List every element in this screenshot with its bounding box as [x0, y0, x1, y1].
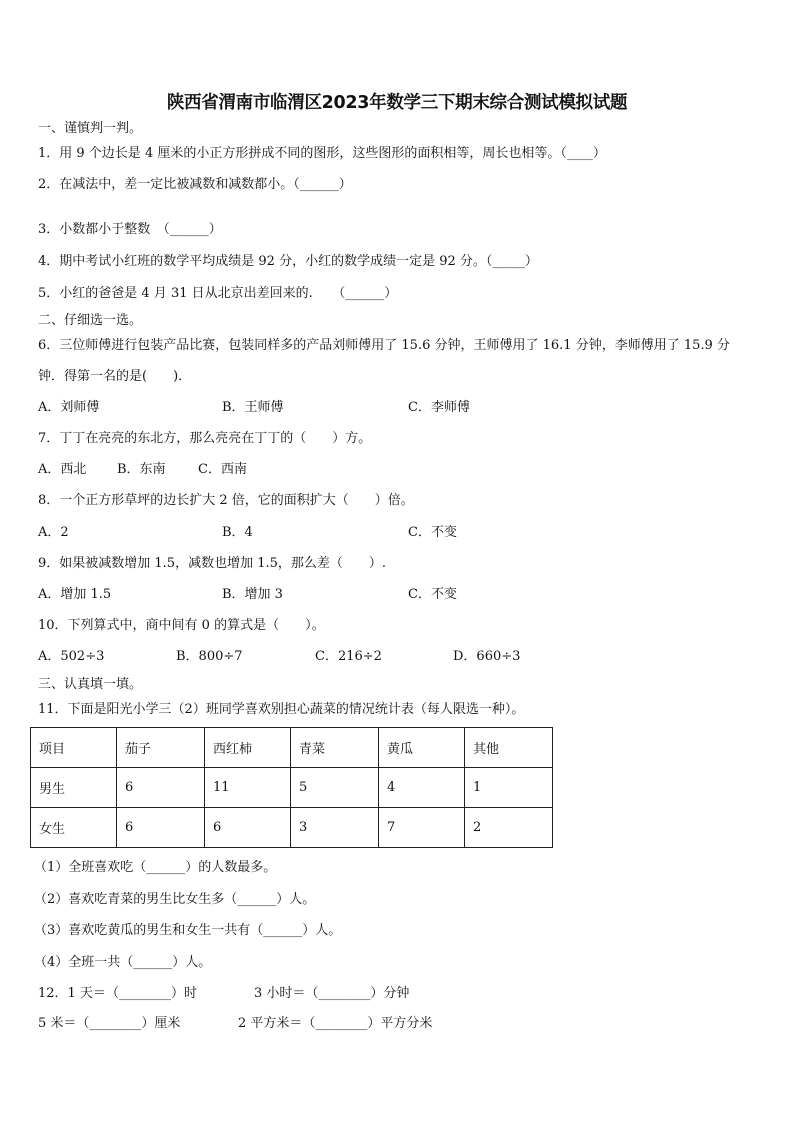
section-heading-choose: 二、仔细选一选。	[38, 313, 143, 328]
table-header-cell: 青菜	[291, 728, 379, 768]
table-row	[31, 808, 553, 848]
table-row	[31, 768, 553, 808]
question-10: 10．下列算式中，商中间有 0 的算式是（ ）。	[38, 618, 325, 633]
q10-option-d: D．660÷3	[453, 649, 521, 664]
section-heading-judge: 一、谨慎判一判。	[38, 121, 143, 136]
question-9: 9．如果被减数增加 1.5，减数也增加 1.5，那么差（ ）.	[38, 556, 387, 571]
question-11-sub-4: （4）全班一共（______）人。	[34, 955, 212, 970]
q6-option-c: C．李师傅	[408, 400, 470, 415]
table-header-cell: 西红柿	[205, 728, 291, 768]
table-cell: 男生	[31, 768, 117, 808]
table-cell: 女生	[31, 808, 117, 848]
question-11: 11．下面是阳光小学三（2）班同学喜欢别担心蔬菜的情况统计表（每人限选一种）。	[38, 702, 525, 717]
table-header-cell: 黄瓜	[379, 728, 465, 768]
question-11-sub-1: （1）全班喜欢吃（______）的人数最多。	[34, 860, 277, 875]
table-header-row	[31, 728, 553, 768]
question-2: 2．在减法中，差一定比被减数和减数都小。（______）	[38, 177, 352, 192]
question-11-sub-2: （2）喜欢吃青菜的男生比女生多（______）人。	[34, 892, 316, 907]
table-cell: 5	[291, 768, 379, 808]
question-12-meters-cm: 5 米＝（________）厘米	[38, 1016, 181, 1031]
q7-option-b: B．东南	[117, 462, 166, 477]
table-cell: 4	[379, 768, 465, 808]
q10-option-b: B．800÷7	[176, 649, 243, 664]
question-6-line-2: 钟．得第一名的是( )．	[38, 369, 192, 384]
table-cell: 3	[291, 808, 379, 848]
page-title: 陕西省渭南市临渭区2023年数学三下期末综合测试模拟试题	[166, 93, 628, 113]
table-cell: 1	[465, 768, 553, 808]
q9-option-b: B．增加 3	[222, 587, 283, 602]
question-3: 3．小数都小于整数 （______）	[38, 222, 222, 237]
question-6-line-1: 6．三位师傅进行包装产品比赛，包装同样多的产品刘师傅用了 15.6 分钟，王师傅用了 16.1 分钟，李师傅用了 15.9 分	[38, 338, 730, 353]
vegetable-stats-table	[30, 727, 553, 848]
question-5: 5．小红的爸爸是 4 月 31 日从北京出差回来的. （______）	[38, 286, 398, 301]
q9-option-c: C．不变	[408, 587, 457, 602]
table-header-cell: 茄子	[117, 728, 205, 768]
q8-option-c: C．不变	[408, 525, 457, 540]
question-12-hours-minutes: 3 小时＝（________）分钟	[254, 986, 410, 1001]
question-1: 1．用 9 个边长是 4 厘米的小正方形拼成不同的图形，这些图形的面积相等，周长也相等。（____）	[38, 146, 606, 161]
q6-option-a: A．刘师傅	[38, 400, 100, 415]
q7-option-a: A．西北	[38, 462, 87, 477]
q8-option-a: A．2	[38, 525, 69, 540]
table-cell: 6	[117, 768, 205, 808]
q6-option-b: B．王师傅	[222, 400, 284, 415]
table-header-cell: 其他	[465, 728, 553, 768]
table-cell: 7	[379, 808, 465, 848]
question-7: 7．丁丁在亮亮的东北方，那么亮亮在丁丁的（ ）方。	[38, 431, 372, 446]
question-12-sqm-sqdm: 2 平方米＝（________）平方分米	[238, 1016, 433, 1031]
question-11-sub-3: （3）喜欢吃黄瓜的男生和女生一共有（______）人。	[34, 923, 342, 938]
table-cell: 6	[117, 808, 205, 848]
table-cell: 6	[205, 808, 291, 848]
table-cell: 11	[205, 768, 291, 808]
question-4: 4．期中考试小红班的数学平均成绩是 92 分，小红的数学成绩一定是 92 分。（_____）	[38, 254, 538, 269]
table-cell: 2	[465, 808, 553, 848]
section-heading-fill: 三、认真填一填。	[38, 677, 143, 692]
question-8: 8．一个正方形草坪的边长扩大 2 倍，它的面积扩大（ ）倍。	[38, 493, 414, 508]
question-12-day-hours: 12．1 天＝（________）时	[38, 986, 197, 1001]
q7-option-c: C．西南	[198, 462, 247, 477]
table-header-cell: 项目	[31, 728, 117, 768]
q8-option-b: B．4	[222, 525, 253, 540]
q10-option-a: A．502÷3	[38, 649, 105, 664]
q10-option-c: C．216÷2	[315, 649, 382, 664]
q9-option-a: A．增加 1.5	[38, 587, 112, 602]
